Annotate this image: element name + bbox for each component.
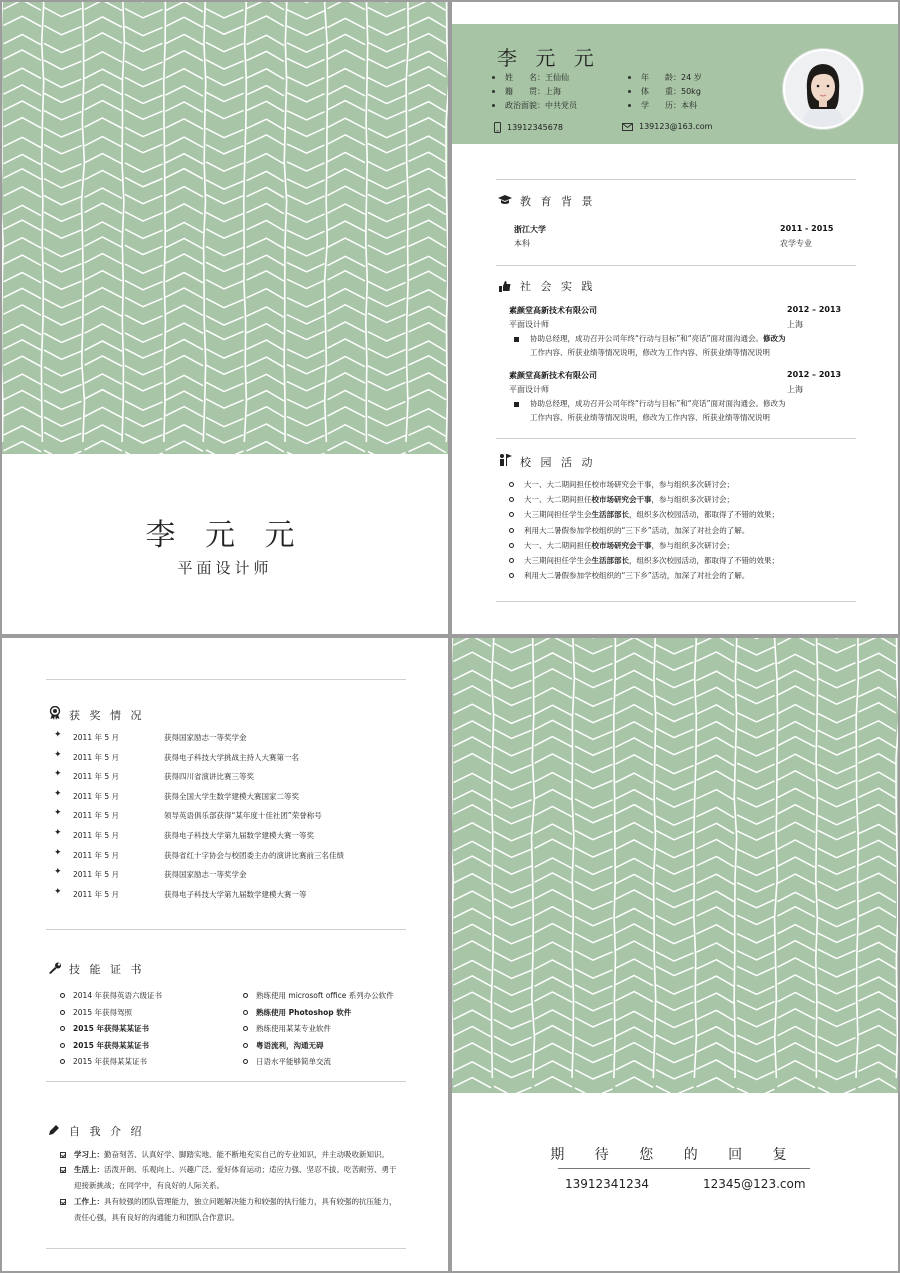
bullet-circle — [509, 528, 514, 533]
sparkle-icon: ✦ — [54, 828, 62, 838]
bullet-circle — [509, 512, 514, 517]
phone-contact: 13912345678 — [494, 122, 563, 133]
skills-wrench-icon — [48, 962, 62, 974]
flag-person-icon — [498, 454, 512, 466]
bullet-circle — [60, 1043, 65, 1048]
bullet-circle — [509, 497, 514, 502]
awards-title: 获 奖 情 况 — [69, 709, 145, 722]
herringbone-pattern — [2, 2, 448, 454]
skill-item: 2015 年获得某某证书 — [73, 1040, 149, 1050]
practice-role: 平面设计师 — [509, 385, 549, 394]
divider — [496, 265, 856, 266]
bullet-circle — [60, 1059, 65, 1064]
bullet-circle — [243, 1043, 248, 1048]
practice-years: 2012 – 2013 — [787, 305, 842, 314]
major: 农学专业 — [780, 239, 812, 248]
sparkle-icon: ✦ — [54, 847, 62, 858]
divider — [46, 929, 406, 930]
skill-item: 2015 年获得驾照 — [73, 1007, 132, 1017]
info-row: 学 历：本科 — [628, 100, 697, 111]
campus-item: 大一、大二期间担任校市场研究会干事，参与组织多次研讨会； — [509, 479, 869, 494]
intro-item: 工作上：具有较强的团队管理能力，独立问题解决能力和较强的执行能力，具有较强的抗压能力， — [74, 1197, 397, 1206]
pattern-svg — [2, 2, 448, 454]
sparkle-icon: ✦ — [54, 730, 62, 740]
bullet-circle — [60, 1026, 65, 1031]
award-date: 2011 年 5 月 — [73, 889, 120, 899]
cover-title: 平面设计师 — [177, 559, 273, 577]
hand-icon — [499, 280, 511, 292]
award-date: 2011 年 5 月 — [73, 733, 120, 742]
closing-divider — [558, 1168, 810, 1169]
practice-desc: 协助总经理，成功召开公司年终“行动与目标”和“亮话”面对面沟通会。修改为 工作内容、所获业绩等情况说明，修改为工作内容、所获业绩等情况说明 — [530, 399, 786, 422]
campus-item: 利用大二暑假参加学校组织的“三下乡”活动，加深了对社会的了解。 — [509, 525, 869, 540]
award-date: 2011 年 5 月 — [73, 870, 120, 880]
info-row: 政治面貌：中共党员 — [492, 100, 577, 111]
practice-place: 上海 — [787, 385, 803, 394]
degree: 本科 — [514, 239, 530, 248]
campus-list — [509, 479, 869, 585]
skill-item: 粤语流利，沟通无碍 — [256, 1040, 324, 1050]
pattern-svg — [452, 638, 898, 1093]
bullet-circle — [243, 993, 248, 998]
award-text: 获得全国大学生数学建模大赛国家二等奖 — [164, 791, 299, 801]
divider — [496, 601, 856, 602]
award-text: 获得国家励志一等奖学金 — [164, 870, 247, 880]
bullet-circle — [509, 543, 514, 548]
bullet-circle — [243, 1010, 248, 1015]
award-text: 获得电子科技大学挑战主持人大赛第一名 — [164, 752, 299, 762]
bullet-circle — [509, 558, 514, 563]
skill-item: 日语水平能够简单交流 — [256, 1057, 331, 1067]
award-ribbon-icon — [49, 706, 61, 720]
avatar — [783, 49, 863, 129]
award-text: 获得省红十字协会与校团委主办的演讲比赛前三名佳绩 — [164, 850, 344, 860]
school-name: 浙江大学 — [514, 225, 546, 234]
award-date: 2011 年 5 月 — [73, 850, 120, 860]
checkbox-icon — [60, 1152, 66, 1158]
award-date: 2011 年 5 月 — [73, 831, 120, 840]
skill-item: 2015 年获得某某证书 — [73, 1024, 149, 1034]
sparkle-icon: ✦ — [54, 867, 62, 878]
award-text: 获得四川省演讲比赛三等奖 — [164, 772, 254, 782]
graduation-cap-icon — [498, 195, 512, 205]
sparkle-icon: ✦ — [54, 788, 62, 799]
campus-title: 校 园 活 动 — [520, 456, 596, 469]
practice-years: 2012 – 2013 — [787, 370, 842, 379]
campus-item: 大三期间担任学生会生活部部长，组织多次校园活动，都取得了不错的效果； — [509, 509, 869, 524]
practice-role: 平面设计师 — [509, 320, 549, 329]
company-name: 素颜堂高新技术有限公司 — [509, 371, 597, 380]
intro-item-cont: 迎接新挑战；在同学中，有良好的人际关系。 — [74, 1181, 224, 1190]
mail-icon — [622, 123, 633, 131]
header-name: 李 元 元 — [497, 46, 600, 70]
bullet-square — [514, 402, 519, 407]
pen-icon — [48, 1124, 60, 1136]
award-date: 2011 年 5 月 — [73, 811, 120, 821]
award-text: 获得电子科技大学第九届数学建模大赛一等 — [164, 889, 307, 899]
award-text: 获得国家励志一等奖学金 — [164, 733, 247, 742]
sparkle-icon: ✦ — [54, 749, 62, 760]
divider — [496, 438, 856, 439]
sparkle-icon: ✦ — [54, 769, 62, 780]
bullet-circle — [60, 993, 65, 998]
skill-item: 熟练使用某某专业软件 — [256, 1024, 331, 1034]
intro-item: 学习上：勤奋刻苦、认真好学、脚踏实地、能不断地充实自己的专业知识，并主动吸收新知识。 — [74, 1150, 389, 1159]
checkbox-icon — [60, 1167, 66, 1173]
cover-page — [2, 2, 448, 634]
checkbox-icon — [60, 1199, 66, 1205]
skill-item: 熟练使用 microsoft office 系列办公软件 — [256, 991, 394, 1000]
divider — [496, 179, 856, 180]
company-name: 素颜堂高新技术有限公司 — [509, 306, 597, 315]
closing-title: 期 待 您 的 回 复 — [550, 1147, 800, 1163]
bullet-circle — [60, 1010, 65, 1015]
campus-item: 大一、大二期间担任校市场研究会干事，参与组织多次研讨会； — [509, 494, 869, 509]
award-date: 2011 年 5 月 — [73, 752, 120, 762]
skill-item: 熟练使用 Photoshop 软件 — [256, 1007, 352, 1017]
herringbone-pattern — [452, 638, 898, 1093]
email-contact: 139123@163.com — [622, 122, 712, 131]
sparkle-icon: ✦ — [54, 808, 62, 819]
intro-item-cont: 责任心强，具有良好的沟通能力和团队合作意识。 — [74, 1213, 239, 1222]
bullet-circle — [509, 573, 514, 578]
closing-email: 12345@123.com — [703, 1177, 806, 1191]
info-row: 籍 贯：上海 — [492, 86, 561, 97]
intro-title: 自 我 介 绍 — [69, 1125, 145, 1138]
cover-name: 李 元 元 — [145, 518, 305, 553]
award-text: 领导英语俱乐部获得“某年度十佳社团”荣誉称号 — [164, 811, 322, 821]
skills-title: 技 能 证 书 — [69, 963, 145, 976]
phone-icon — [494, 122, 501, 133]
sparkle-icon: ✦ — [54, 886, 62, 897]
campus-item: 利用大二暑假参加学校组织的“三下乡”活动，加深了对社会的了解。 — [509, 570, 869, 585]
back-cover-page — [452, 638, 898, 1271]
award-text: 获得电子科技大学第九届数学建模大赛一等奖 — [164, 831, 314, 840]
practice-title: 社 会 实 践 — [520, 280, 596, 293]
award-date: 2011 年 5 月 — [73, 791, 120, 801]
info-row: 体 重：50kg — [628, 86, 701, 97]
education-years: 2011 - 2015 — [780, 224, 834, 233]
portrait-image — [785, 51, 861, 127]
info-row: 年 龄：24 岁 — [628, 72, 702, 83]
info-row: 姓 名：王仙仙 — [492, 72, 569, 83]
divider — [46, 1248, 406, 1249]
divider — [46, 1081, 406, 1082]
bullet-circle — [243, 1026, 248, 1031]
bullet-square — [514, 337, 519, 342]
resume-page-2 — [2, 638, 448, 1271]
campus-item: 大一、大二期间担任校市场研究会干事，参与组织多次研讨会； — [509, 540, 869, 555]
award-date: 2011 年 5 月 — [73, 772, 120, 782]
campus-item: 大三期间担任学生会生活部部长，组织多次校园活动，都取得了不错的效果； — [509, 555, 869, 570]
education-title: 教 育 背 景 — [520, 195, 596, 208]
skill-item: 2015 年获得某某证书 — [73, 1057, 147, 1067]
header-band — [452, 24, 898, 144]
practice-desc: 协助总经理，成功召开公司年终“行动与目标”和“亮话”面对面沟通会。修改为 工作内容、所获业绩等情况说明，修改为工作内容、所获业绩等情况说明 — [530, 334, 786, 357]
skill-item: 2014 年获得英语六级证书 — [73, 991, 162, 1000]
bullet-circle — [243, 1059, 248, 1064]
practice-place: 上海 — [787, 320, 803, 329]
resume-page-1 — [452, 2, 898, 634]
intro-item: 生活上：活泼开朗、乐观向上、兴趣广泛、爱好体育运动；适应力强、坚忍不拔、吃苦耐劳、勇于 — [74, 1165, 397, 1174]
closing-phone: 13912341234 — [565, 1177, 649, 1191]
divider — [46, 679, 406, 680]
bullet-circle — [509, 482, 514, 487]
